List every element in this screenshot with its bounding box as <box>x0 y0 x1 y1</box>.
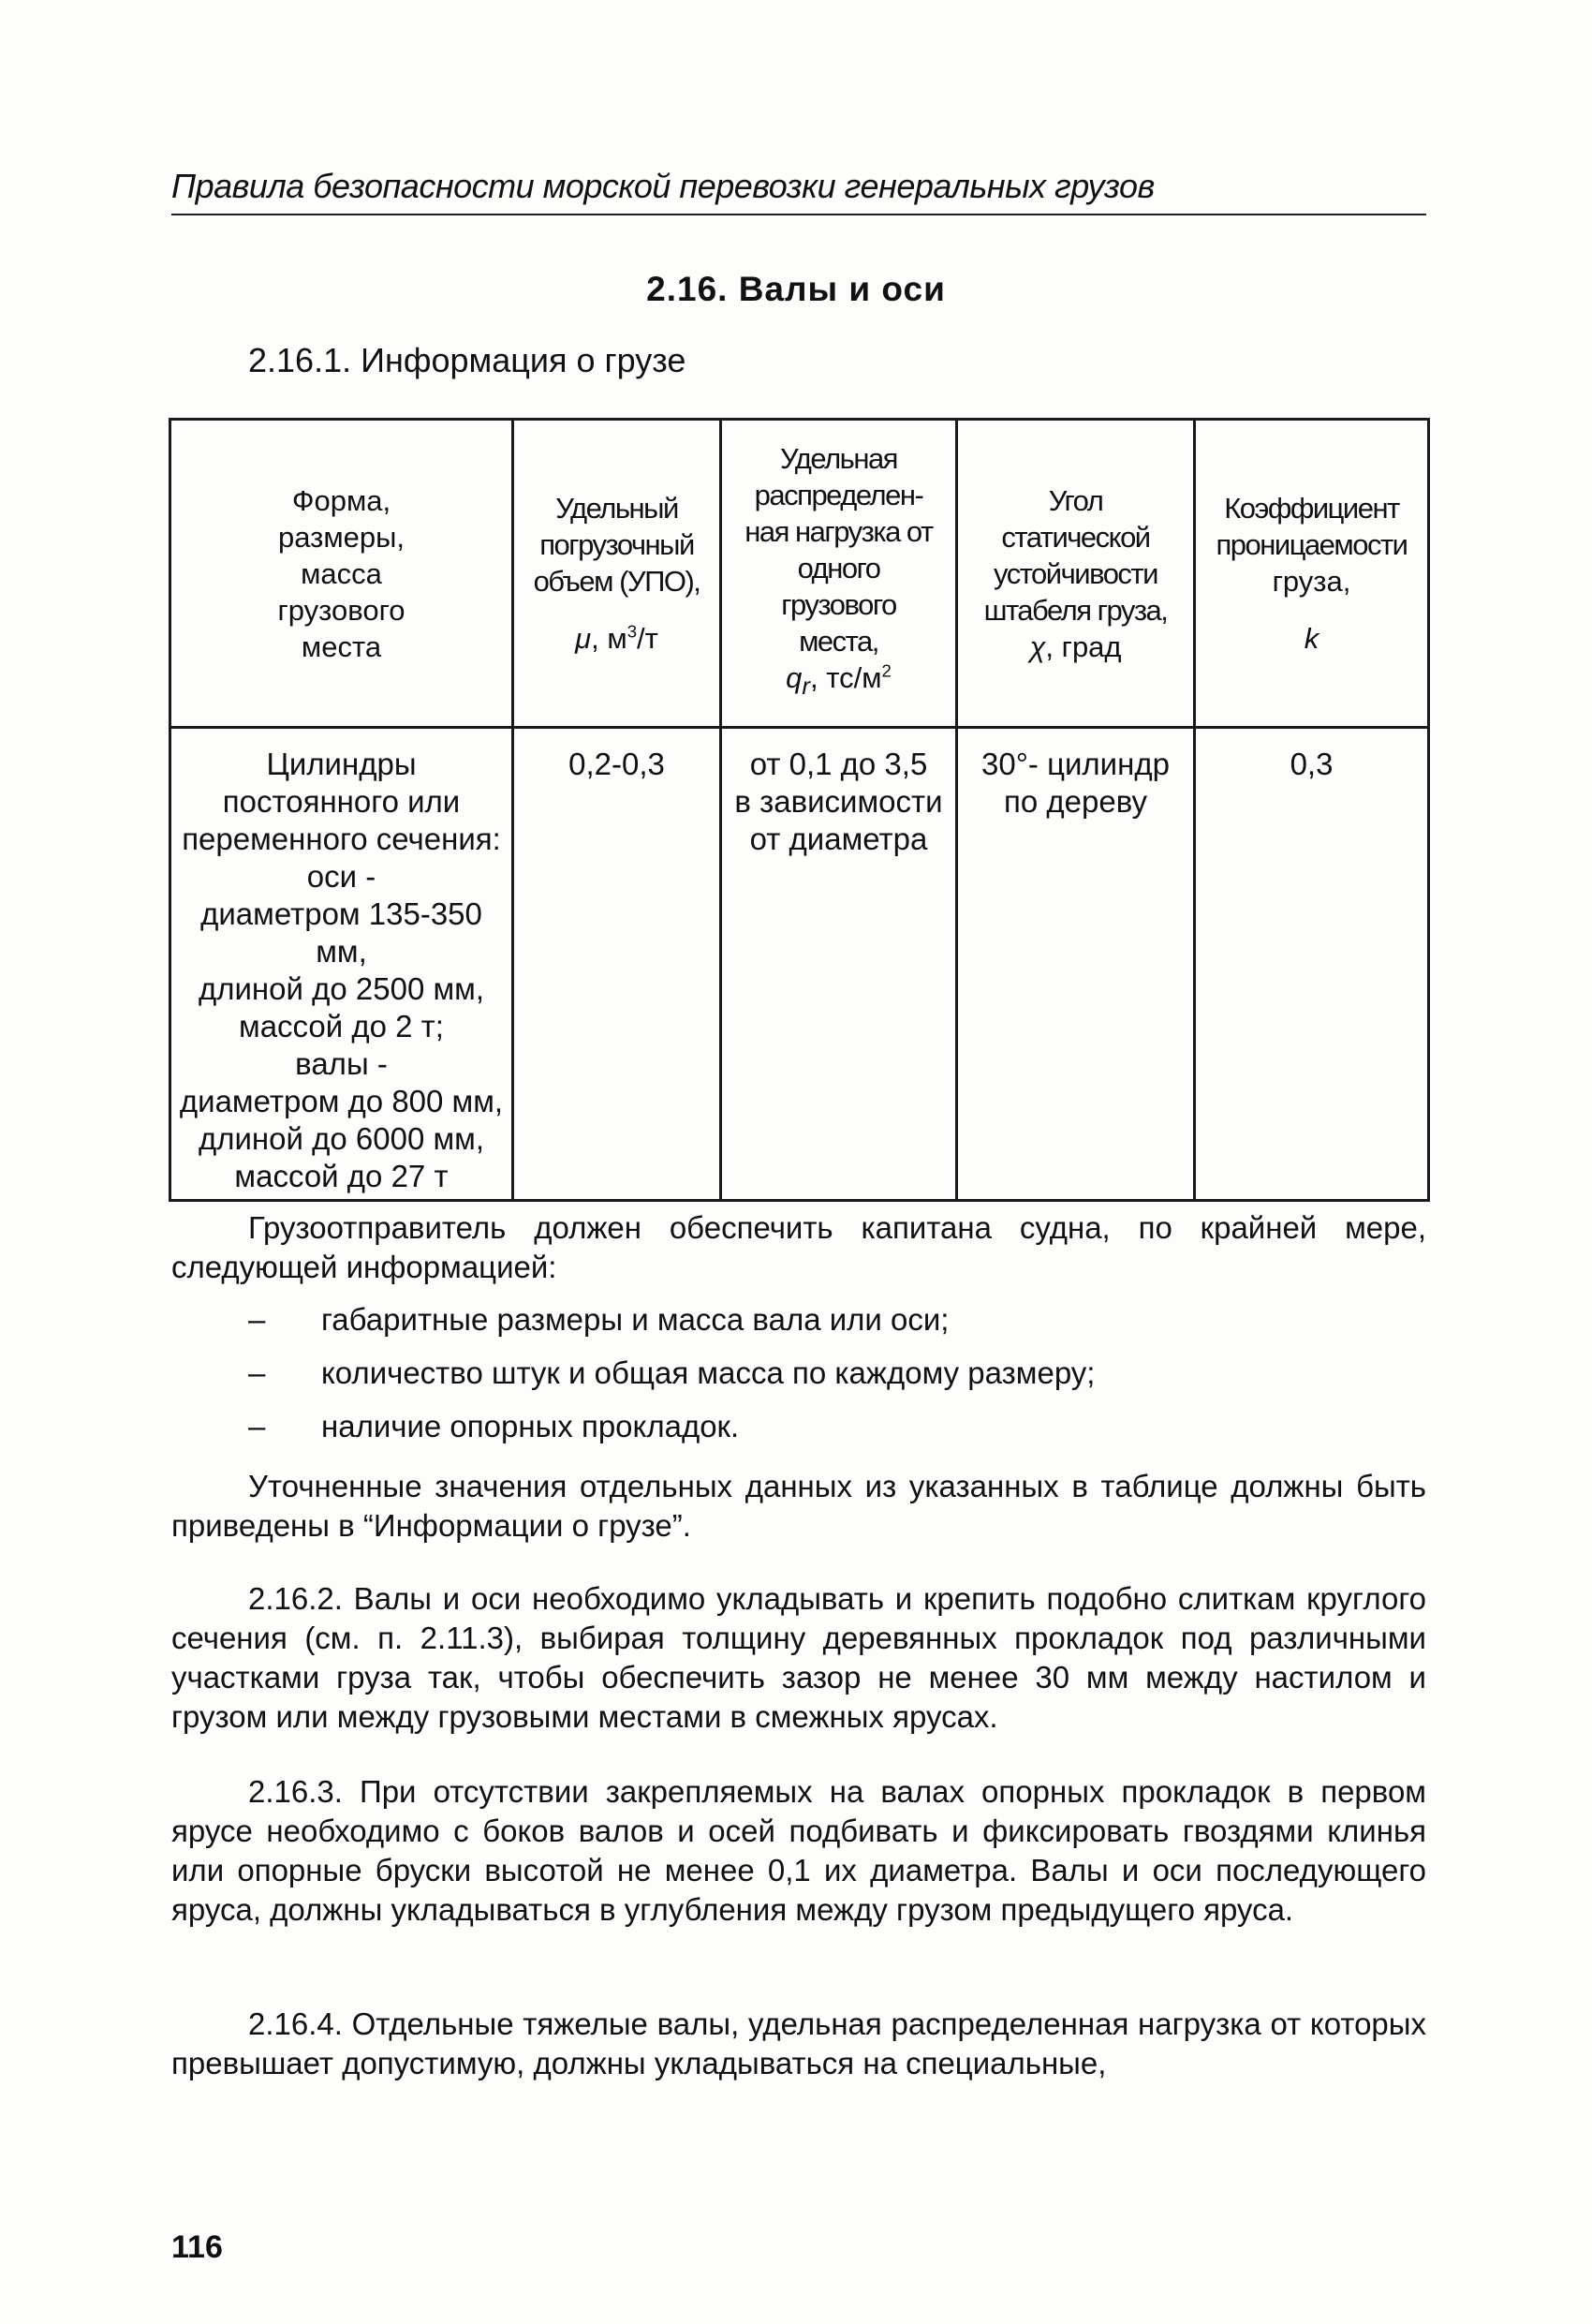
list-item: – количество штук и общая масса по каждому размеру; <box>248 1355 1096 1390</box>
paragraph-2-16-2: 2.16.2. Валы и оси необходимо укладывать и крепить подобно слиткам круглого сечения (см. п. 2.11.3), выбирая толщину деревянных прокладок под различными участками груза так, чтобы обеспечить зазор не менее 30 мм между настилом и грузом или между грузовыми местами в смежных ярусах. <box>171 1581 1426 1734</box>
header-distributed-load: Удельная распределен- ная нагрузка от одного грузового места, $q_r$, $тс/м^2$ <box>721 420 957 728</box>
header-cargo-form: Форма, размеры, масса грузового места <box>170 420 513 728</box>
section-title: 2.16. Валы и оси <box>646 270 946 308</box>
paragraph-refine: Уточненные значения отдельных данных из указанных в таблице должны быть приведены в “Информации о грузе”. <box>171 1469 1426 1543</box>
symbol-qr: $q_r$, $тс/м^2$ <box>786 661 892 701</box>
symbol-mu: μ, $м^3/т$ <box>575 621 658 655</box>
cell-permeability: 0,3 <box>1195 728 1429 1201</box>
symbol-chi: χ, град <box>1029 629 1122 663</box>
paragraph-intro: Грузоотправитель должен обеспечить капитана судна, по крайней мере, следующей информацией: <box>171 1210 1426 1284</box>
list-item: – наличие опорных прокладок. <box>248 1409 740 1443</box>
cell-stability-angle: 30°- цилиндр по дереву <box>957 728 1195 1201</box>
running-header: Правила безопасности морской перевозки генеральных грузов <box>171 167 1426 215</box>
symbol-k: k <box>1304 622 1319 655</box>
cell-specific-volume: 0,2-0,3 <box>513 728 721 1201</box>
header-specific-volume: Удельный погрузочный объем (УПО), μ, $м^3/т$ <box>513 420 721 728</box>
cargo-info-table <box>169 418 1430 1202</box>
cell-distributed-load: от 0,1 до 3,5 в зависимости от диаметра <box>721 728 957 1201</box>
header-stability-angle: Угол статической устойчивости штабеля груза, χ, град <box>957 420 1195 728</box>
table-header-row <box>170 420 1429 728</box>
cell-cargo-description: Цилиндры постоянного или переменного сечения: оси - диаметром 135-350 мм, длиной до 2500 мм, массой до 2 т; валы - диаметром до 800 мм, длиной до 6000 мм, массой до 27 т <box>170 728 513 1201</box>
paragraph-2-16-4: 2.16.4. Отдельные тяжелые валы, удельная распределенная нагрузка от которых превышает допустимую, должны укладываться на специальные, <box>171 2006 1426 2080</box>
table-row <box>170 728 1429 1201</box>
page-number: 116 <box>171 2229 223 2265</box>
list-item: – габаритные размеры и масса вала или оси; <box>248 1302 950 1337</box>
paragraph-2-16-3: 2.16.3. При отсутствии закрепляемых на валах опорных прокладок в первом ярусе необходимо с боков валов и осей подбивать и фиксировать гвоздями клинья или опорные бруски высотой не менее 0,1 их диаметра. Валы и оси последующего яруса, должны укладываться в углубления между грузом предыдущего яруса. <box>171 1774 1426 1927</box>
subsection-title: 2.16.1. Информация о грузе <box>248 341 686 379</box>
header-permeability: Коэффициент проницаемости груза, k <box>1195 420 1429 728</box>
info-bullet-list <box>171 1293 1426 1453</box>
